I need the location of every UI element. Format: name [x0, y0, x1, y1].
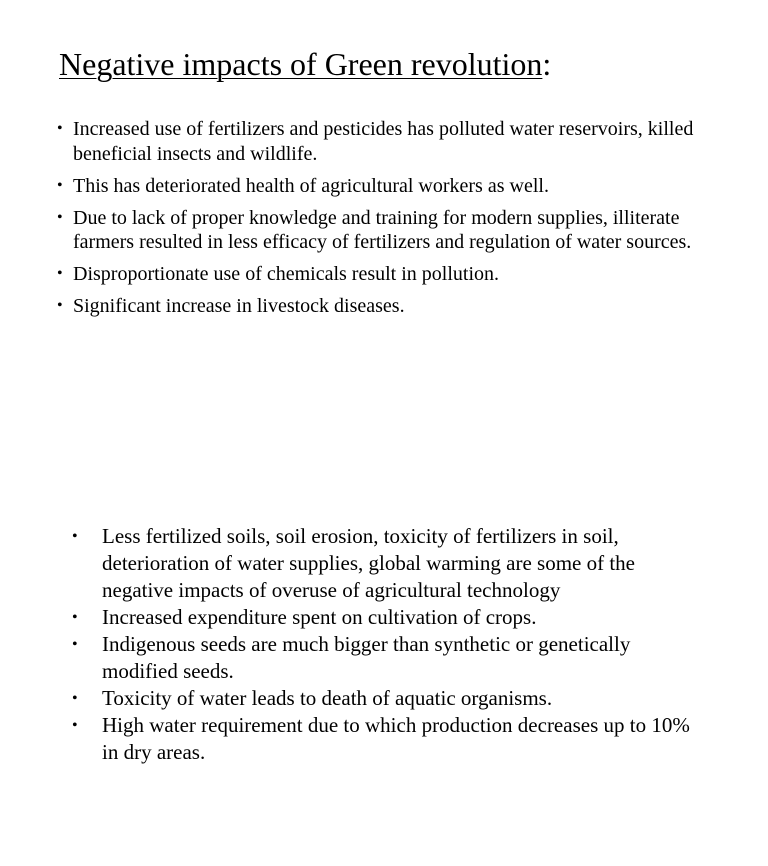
- list-item-text: Increased expenditure spent on cultivation of crops.: [102, 605, 537, 629]
- bullet-marker: •: [57, 176, 63, 194]
- bullet-marker: •: [57, 120, 63, 137]
- list-item: [72, 631, 692, 685]
- top-bullet-list: [57, 117, 707, 326]
- list-item: [72, 523, 692, 604]
- list-item: [57, 174, 707, 199]
- list-item: [72, 604, 692, 631]
- list-item: [72, 685, 692, 712]
- list-item: [72, 712, 692, 766]
- bullet-marker: •: [72, 690, 78, 707]
- list-item-text: High water requirement due to which production decreases up to 10% in dry areas.: [102, 713, 690, 764]
- page-title: [59, 44, 551, 84]
- list-item: [57, 262, 707, 287]
- bullet-marker: •: [72, 609, 78, 626]
- page-title-colon: :: [542, 46, 552, 82]
- list-item: [57, 294, 707, 319]
- list-item-text: Indigenous seeds are much bigger than synthetic or genetically modified seeds.: [102, 632, 631, 683]
- page-title-text: Negative impacts of Green revolution: [59, 46, 543, 82]
- list-item-text: Disproportionate use of chemicals result in pollution.: [73, 263, 500, 285]
- list-item-text: This has deteriorated health of agricultural workers as well.: [73, 174, 549, 197]
- list-item-text: Toxicity of water leads to death of aquatic organisms.: [102, 686, 553, 710]
- list-item-text: Due to lack of proper knowledge and training for modern supplies, illiterate farmers resulted in less efficacy of fertilizers and regulation of water sources.: [73, 206, 692, 253]
- list-item: [57, 117, 707, 166]
- bottom-bullet-list: [72, 523, 692, 766]
- bullet-marker: •: [57, 208, 63, 226]
- list-item: [57, 206, 707, 255]
- bullet-marker: •: [72, 636, 78, 653]
- list-item-text: Increased use of fertilizers and pesticides has polluted water reservoirs, killed beneficial insects and wildlife.: [73, 118, 694, 165]
- bullet-marker: •: [72, 717, 78, 734]
- bullet-marker: •: [57, 265, 63, 282]
- list-item-text: Less fertilized soils, soil erosion, toxicity of fertilizers in soil, deterioration of water supplies, global warming are some of the negative impacts of overuse of agricultural technology: [102, 524, 635, 602]
- list-item-text: Significant increase in livestock diseases.: [73, 295, 405, 317]
- bullet-marker: •: [57, 297, 63, 314]
- bullet-marker: •: [72, 528, 78, 545]
